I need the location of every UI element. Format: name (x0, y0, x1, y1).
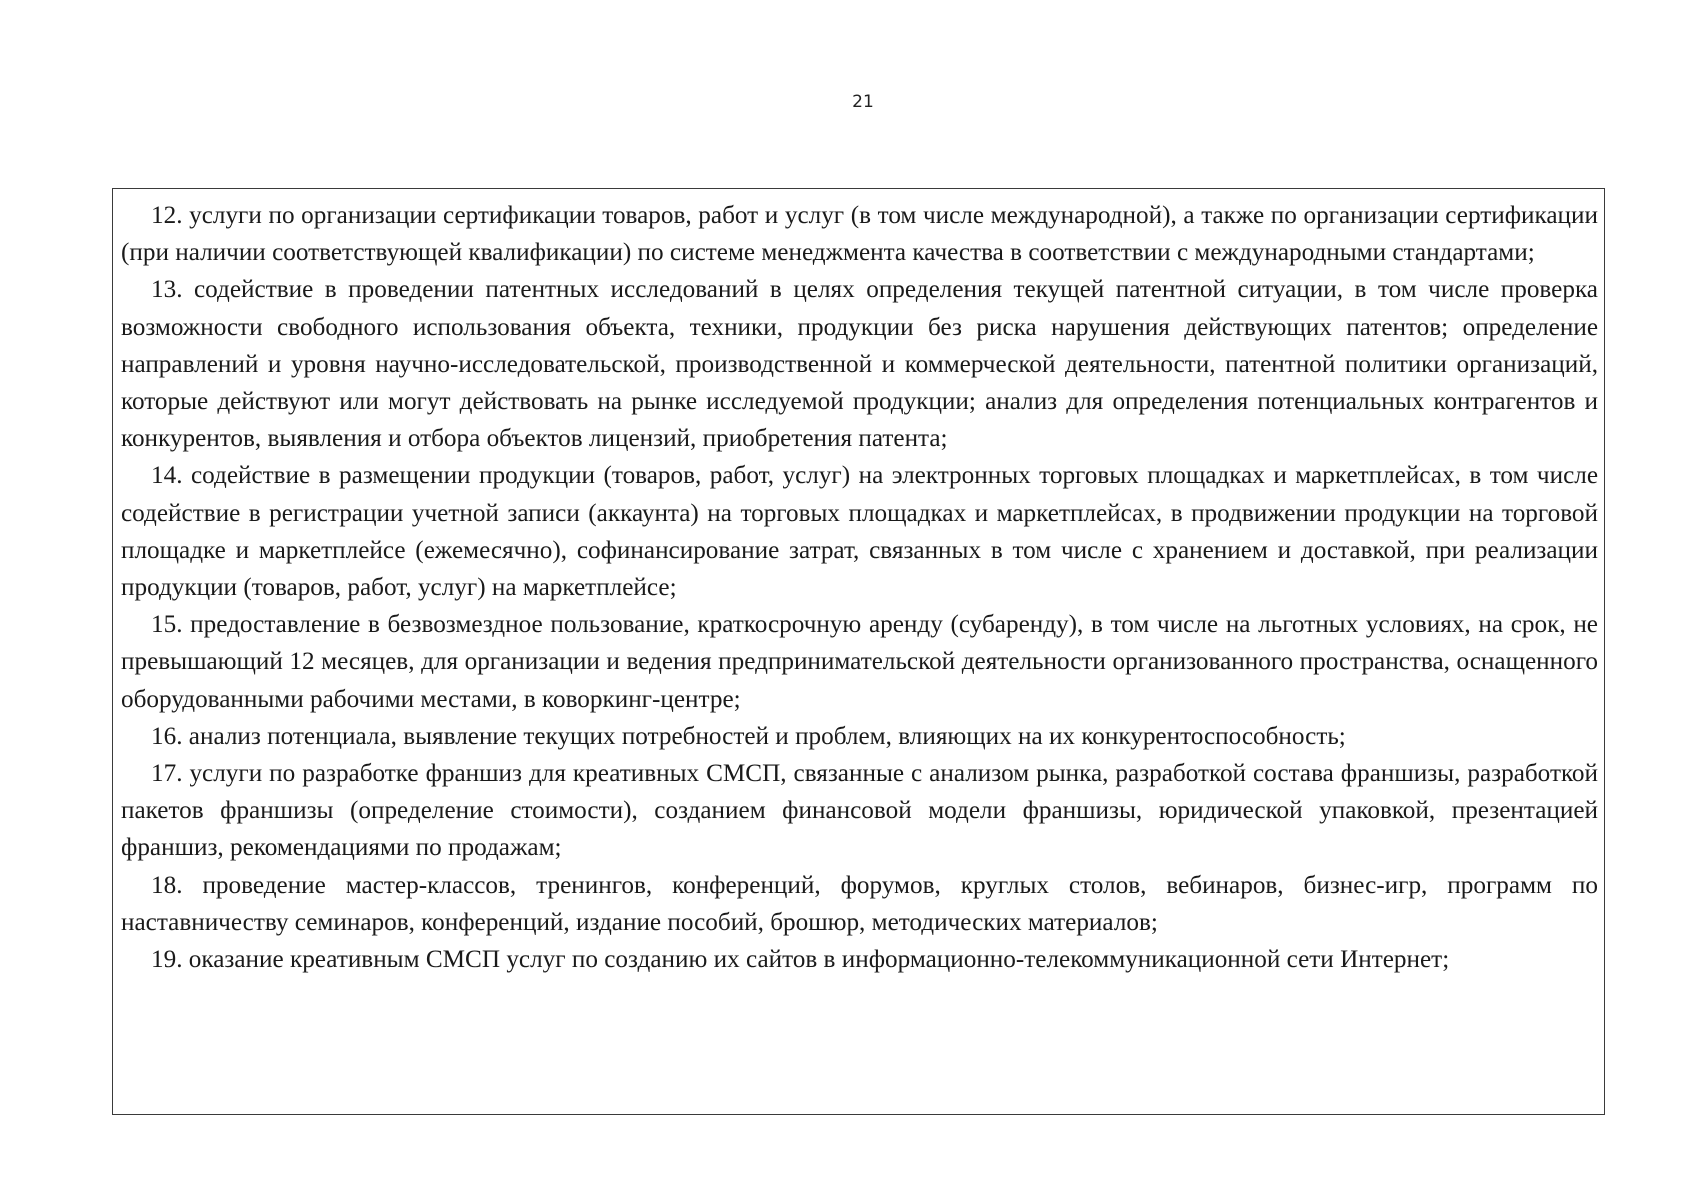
list-item-12: 12. услуги по организации сертификации товаров, работ и услуг (в том числе международной), а также по организации сертификации (при наличии соответствующей квалификации) по системе менеджмента качества в соответствии с международными стандартами; (121, 202, 1598, 267)
list-item-13: 13. содействие в проведении патентных исследований в целях определения текущей патентной ситуации, в том числе проверка возможности свободного использования объекта, техники, продукции без риска нарушения действующих патентов; определение направлений и уровня научно-исследовательской, производственной и коммерческой деятельности, патентной политики организаций, которые действуют или могут действовать на рынке исследуемой продукции; анализ для определения потенциальных контрагентов и конкурентов, выявления и отбора объектов лицензий, приобретения патента; (121, 276, 1598, 453)
services-list-box (112, 188, 1605, 1115)
list-item-15: 15. предоставление в безвозмездное пользование, краткосрочную аренду (субаренду), в том числе на льготных условиях, на срок, не превышающий 12 месяцев, для организации и ведения предпринимательской деятельности организованного пространства, оснащенного оборудованными рабочими местами, в коворкинг-центре; (121, 611, 1598, 713)
list-item-14: 14. содействие в размещении продукции (товаров, работ, услуг) на электронных торговых площадках и маркетплейсах, в том числе содействие в регистрации учетной записи (аккаунта) на торговых площадках и маркетплейсах, в продвижении продукции на торговой площадке и маркетплейсе (ежемесячно), софинансирование затрат, связанных в том числе с хранением и доставкой, при реализации продукции (товаров, работ, услуг) на маркетплейсе; (121, 462, 1598, 602)
list-item-18: 18. проведение мастер-классов, тренингов, конференций, форумов, круглых столов, вебинаров, бизнес-игр, программ по наставничеству семинаров, конференций, издание пособий, брошюр, методических материалов; (121, 871, 1598, 936)
list-item-19: 19. оказание креативным СМСП услуг по созданию их сайтов в информационно-телекоммуникационной сети Интернет; (151, 946, 1450, 974)
page-number: 21 (852, 92, 874, 112)
list-item-17: 17. услуги по разработке франшиз для креативных СМСП, связанные с анализом рынка, разработкой состава франшизы, разработкой пакетов франшизы (определение стоимости), созданием финансовой модели франшизы, юридической упаковкой, презентацией франшиз, рекомендациями по продажам; (121, 760, 1598, 862)
list-item-16: 16. анализ потенциала, выявление текущих потребностей и проблем, влияющих на их конкурентоспособность; (151, 722, 1346, 750)
